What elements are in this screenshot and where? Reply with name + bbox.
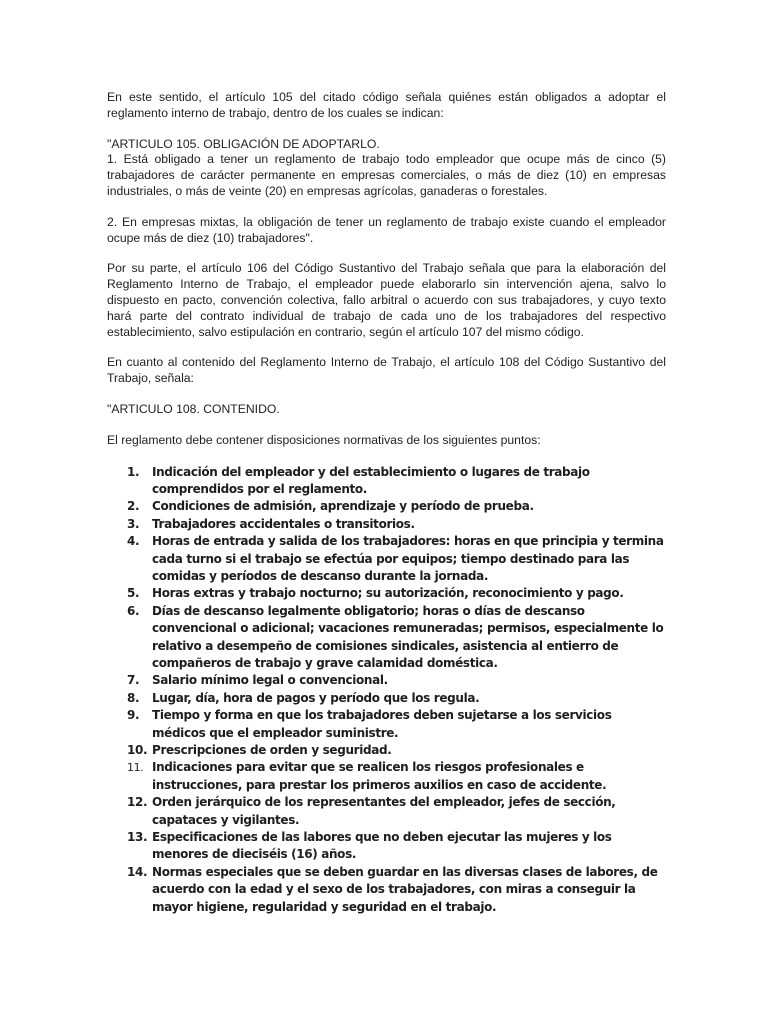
list-item-number: 8. — [127, 690, 140, 705]
list-intro: El reglamento debe contener disposiciones normativas de los siguientes puntos: — [107, 432, 541, 447]
list-item-number: 4. — [127, 534, 140, 549]
intro-paragraph: En este sentido, el artículo 105 del citado código señala quiénes están obligados a adoptar el reglamento interno de trabajo, dentro de los cuales se indican: — [107, 90, 666, 120]
article-106-paragraph: Por su parte, el artículo 106 del Código Sustantivo del Trabajo señala que para la elaboración del Reglamento Interno de Trabajo, el empleador puede elaborarlo sin intervención ajena, salvo lo dispuesto en pacto, convención colectiva, fallo arbitral o acuerdo con sus trabajadores, y cuyo texto hará parte del contrato individual de trabajo de cada uno de los trabajadores del respectivo establecimiento, salvo estipulación en contrario, según el artículo 107 del mismo código. — [107, 261, 666, 339]
list-item-text: Normas especiales que se deben guardar en las diversas clases de labores, de acuerdo con la edad y el sexo de los trabajadores, con miras a conseguir la mayor higiene, regularidad y seguridad en el trabajo. — [152, 864, 658, 914]
list-item — [107, 498, 666, 515]
article-105-block — [107, 137, 666, 200]
list-item-number: 6. — [127, 603, 140, 618]
list-item-text: Tiempo y forma en que los trabajadores deben sujetarse a los servicios médicos que el empleador suministre. — [152, 708, 612, 740]
list-item — [107, 533, 666, 585]
list-item-number: 7. — [127, 673, 140, 688]
article-105-heading: "ARTICULO 105. OBLIGACIÓN DE ADOPTARLO. — [107, 136, 380, 151]
list-item — [107, 864, 666, 916]
list-item-text: Salario mínimo legal o convencional. — [152, 673, 388, 688]
list-item — [107, 690, 666, 707]
list-item — [107, 829, 666, 864]
article-105-point-2: 2. En empresas mixtas, la obligación de tener un reglamento de trabajo existe cuando el empleador ocupe más de diez (10) trabajadores". — [107, 214, 666, 245]
article-108-intro: En cuanto al contenido del Reglamento Interno de Trabajo, el artículo 108 del Código Sustantivo del Trabajo, señala: — [107, 355, 666, 386]
list-item-number: 2. — [127, 499, 140, 514]
list-item-text: Indicación del empleador y del establecimiento o lugares de trabajo comprendidos por el reglamento. — [152, 464, 590, 496]
list-item-text: Horas de entrada y salida de los trabajadores: horas en que principia y termina cada turno si el trabajo se efectúa por equipos; tiempo destinado para las comidas y períodos de descanso durante la jornada. — [152, 534, 664, 583]
list-item — [107, 603, 666, 673]
list-item-number: 11. — [127, 761, 144, 775]
list-item-text: Especificaciones de las labores que no deben ejecutar las mujeres y los menores de dieciséis (16) años. — [152, 830, 612, 862]
list-item — [107, 585, 666, 602]
list-item — [107, 516, 666, 533]
list-item-number: 13. — [127, 830, 148, 845]
list-item — [107, 759, 666, 794]
list-item-text: Días de descanso legalmente obligatorio; horas o días de descanso convencional o adicional; vacaciones remuneradas; permisos, especialmente lo relativo a desempeño de comisiones sindicales, asistencia al entierro de compañeros de trabajo y grave calamidad doméstica. — [152, 603, 664, 671]
list-item-text: Lugar, día, hora de pagos y período que los regula. — [152, 690, 480, 705]
list-item-number: 14. — [127, 864, 148, 879]
list-item-number: 5. — [127, 586, 140, 601]
list-item-text: Prescripciones de orden y seguridad. — [152, 743, 392, 758]
list-item — [107, 742, 666, 759]
list-item — [107, 794, 666, 829]
list-item — [107, 464, 666, 499]
article-105-point-1: 1. Está obligado a tener un reglamento de trabajo todo empleador que ocupe más de cinco (5) trabajadores de carácter permanente en empresas comerciales, o más de diez (10) en empresas industriales, o más de veinte (20) en empresas agrícolas, ganaderas o forestales. — [107, 152, 666, 198]
list-item-text: Orden jerárquico de los representantes del empleador, jefes de sección, capataces y vigilantes. — [152, 795, 616, 827]
list-item-number: 10. — [127, 743, 148, 758]
list-item — [107, 672, 666, 689]
list-item-number: 1. — [127, 464, 140, 479]
list-item-number: 12. — [127, 795, 148, 810]
list-item-text: Horas extras y trabajo nocturno; su autorización, reconocimiento y pago. — [152, 586, 624, 601]
list-item — [107, 707, 666, 742]
list-item-text: Condiciones de admisión, aprendizaje y período de prueba. — [152, 499, 534, 514]
list-item-number: 9. — [127, 708, 140, 723]
list-item-text: Trabajadores accidentales o transitorios. — [152, 516, 415, 531]
content-requirements-list — [107, 464, 666, 917]
list-item-text: Indicaciones para evitar que se realicen los riesgos profesionales e instrucciones, para prestar los primeros auxilios en caso de accidente. — [152, 760, 607, 792]
article-108-heading: "ARTICULO 108. CONTENIDO. — [107, 401, 280, 416]
list-item-number: 3. — [127, 516, 140, 531]
